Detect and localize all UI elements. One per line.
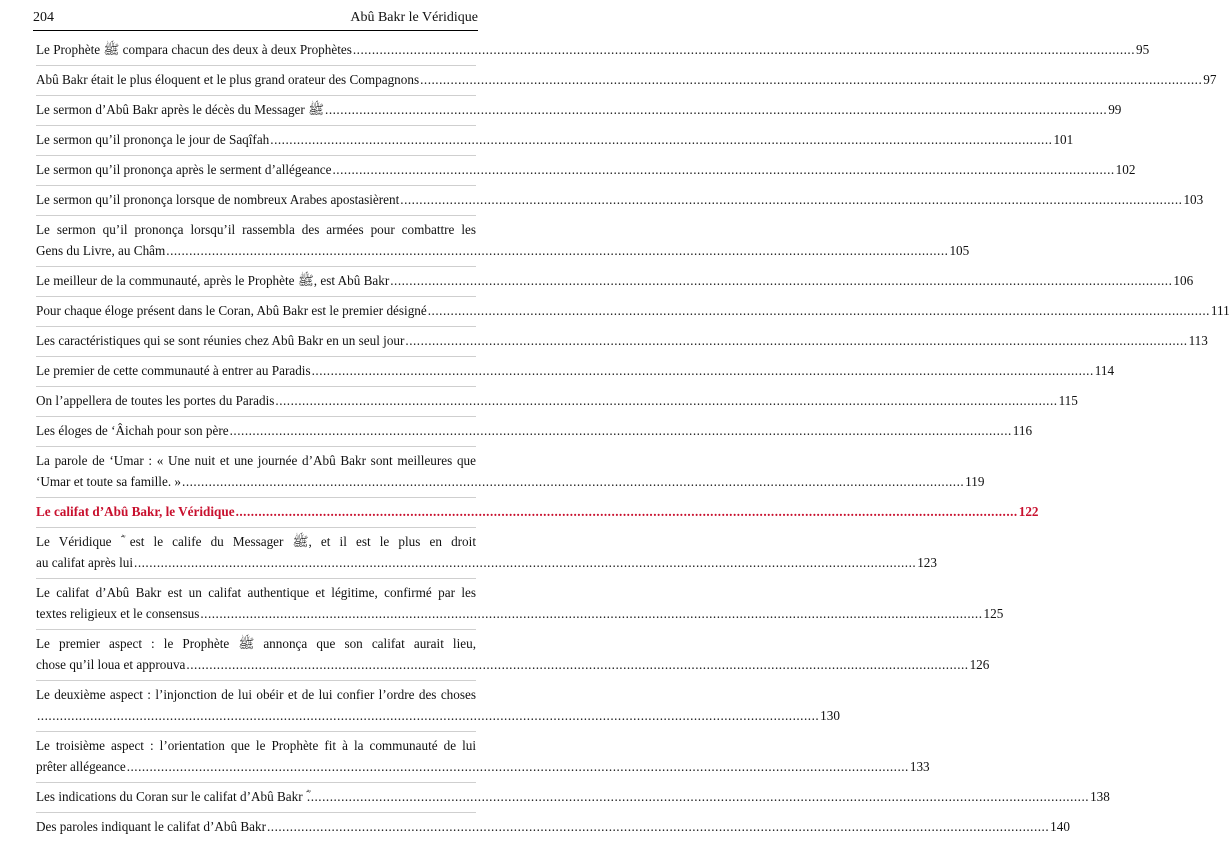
toc-entry-page: 126 xyxy=(969,657,990,672)
leader-dots xyxy=(236,501,1018,522)
toc-entry[interactable] xyxy=(36,297,1230,327)
toc-entry-title: Le sermon d’Abû Bakr après le décès du Messager ﷺ xyxy=(36,102,325,117)
header-rule xyxy=(33,30,478,31)
toc-entry-title: On l’appellera de toutes les portes du Paradis xyxy=(36,393,275,408)
page-number: 204 xyxy=(33,10,54,25)
toc-entry[interactable] xyxy=(36,447,985,498)
toc-entry[interactable] xyxy=(36,96,1122,126)
toc-entry-title: prêter allégeance xyxy=(36,759,126,774)
toc-entry-page: 111 xyxy=(1210,303,1230,318)
leader-dots xyxy=(186,654,968,675)
page-header xyxy=(33,8,478,28)
leader-dots xyxy=(230,420,1012,441)
toc-entry-page: 130 xyxy=(820,708,840,723)
toc-entry[interactable] xyxy=(36,327,1208,357)
toc-entry-page: 123 xyxy=(917,555,937,570)
toc-entry[interactable] xyxy=(36,267,1194,297)
toc-entry-page: 113 xyxy=(1188,333,1208,348)
leader-dots xyxy=(390,270,1172,291)
toc-entry-page: 99 xyxy=(1108,102,1122,117)
toc-entry-title: Les caractéristiques qui se sont réunies chez Abû Bakr en un seul jour xyxy=(36,333,405,348)
toc-entry[interactable] xyxy=(36,186,1204,216)
toc-entry[interactable] xyxy=(36,783,1110,813)
toc-entry-title: ‘Umar et toute sa famille. » xyxy=(36,474,182,489)
toc-entry[interactable] xyxy=(36,417,1033,447)
toc-entry-page: 101 xyxy=(1053,132,1074,147)
toc-entry-title-line1: Le califat d’Abû Bakr est un califat authentique et légitime, confirmé par les xyxy=(36,585,476,600)
toc-entry[interactable] xyxy=(36,732,930,783)
toc-entry-title-line1: La parole de ‘Umar : « Une nuit et une journée d’Abû Bakr sont meilleures que xyxy=(36,453,476,468)
toc-entry-page: 116 xyxy=(1012,423,1033,438)
leader-dots xyxy=(353,39,1135,60)
leader-dots xyxy=(400,189,1182,210)
leader-dots xyxy=(37,705,819,726)
toc-entry-title-line1: Le premier aspect : le Prophète ﷺ annonça que son califat aurait lieu, xyxy=(36,636,476,651)
leader-dots xyxy=(275,390,1057,411)
leader-dots xyxy=(200,603,982,624)
toc-entry-page: 114 xyxy=(1094,363,1115,378)
toc-entry-title: textes religieux et le consensus xyxy=(36,606,200,621)
toc-entry-page: 115 xyxy=(1058,393,1078,408)
toc-entry-title-line1: Le deuxième aspect : l’injonction de lui obéir et de lui confier l’ordre des choses xyxy=(36,687,476,702)
toc-entry[interactable] xyxy=(36,357,1115,387)
toc-entry-title: Le sermon qu’il prononça après le serment d’allégeance xyxy=(36,162,332,177)
leader-dots xyxy=(267,816,1049,837)
leader-dots xyxy=(405,330,1187,351)
section-page: 122 xyxy=(1018,504,1039,519)
leader-dots xyxy=(127,756,909,777)
toc-entry-title: au califat après lui xyxy=(36,555,134,570)
toc-entry-title: Des paroles indiquant le califat d’Abû Bakr xyxy=(36,819,266,834)
toc-entry-title: Le premier de cette communauté à entrer au Paradis xyxy=(36,363,311,378)
toc-entry-page: 133 xyxy=(909,759,930,774)
toc-entry-title: Les éloges de ‘Âichah pour son père xyxy=(36,423,229,438)
toc-entry-title: Le sermon qu’il prononça le jour de Saqîfah xyxy=(36,132,270,147)
toc-entry[interactable] xyxy=(36,813,1070,842)
toc-entry[interactable] xyxy=(36,681,840,732)
toc-entry[interactable] xyxy=(36,66,1217,96)
toc-entry-title: Le meilleur de la communauté, après le Prophète ﷺ, est Abû Bakr xyxy=(36,273,390,288)
toc-entry-page: 106 xyxy=(1173,273,1194,288)
toc-entry-title: Abû Bakr était le plus éloquent et le plus grand orateur des Compagnons xyxy=(36,72,420,87)
toc-entry-title: Les indications du Coran sur le califat d’Abû Bakr ؓ xyxy=(36,789,306,804)
toc-entry[interactable] xyxy=(36,126,1074,156)
toc-entry[interactable] xyxy=(36,630,990,681)
toc-entry-page: 103 xyxy=(1183,192,1204,207)
toc-entry-page: 138 xyxy=(1090,789,1110,804)
toc-entry-page: 119 xyxy=(965,474,985,489)
toc-entry[interactable] xyxy=(36,528,937,579)
toc-entry-page: 95 xyxy=(1136,42,1150,57)
leader-dots xyxy=(182,471,964,492)
leader-dots xyxy=(312,360,1094,381)
toc-entry[interactable] xyxy=(36,387,1078,417)
toc-entry-title: Le sermon qu’il prononça lorsque de nombreux Arabes apostasièrent xyxy=(36,192,400,207)
table-of-contents xyxy=(36,36,1230,842)
toc-entry-page: 105 xyxy=(949,243,970,258)
toc-entry-title-line1: Le Véridique ؓ est le calife du Messager ﷺ, et il est le plus en droit xyxy=(36,534,476,549)
leader-dots xyxy=(166,240,948,261)
toc-entry-title: chose qu’il loua et approuva xyxy=(36,657,186,672)
leader-dots xyxy=(333,159,1115,180)
section-title: Le califat d’Abû Bakr, le Véridique xyxy=(36,504,235,519)
toc-entry-title: Gens du Livre, au Châm xyxy=(36,243,166,258)
leader-dots xyxy=(420,69,1202,90)
leader-dots xyxy=(270,129,1052,150)
toc-entry-page: 125 xyxy=(983,606,1004,621)
toc-entry-title: Le Prophète ﷺ compara chacun des deux à deux Prophètes xyxy=(36,42,352,57)
toc-entry[interactable] xyxy=(36,156,1136,186)
toc-entry[interactable] xyxy=(36,216,970,267)
toc-entry-title: Pour chaque éloge présent dans le Coran, Abû Bakr est le premier désigné xyxy=(36,303,427,318)
running-title: Abû Bakr le Véridique xyxy=(350,10,478,25)
toc-entry-page: 102 xyxy=(1115,162,1136,177)
toc-entry-title-line1: Le troisième aspect : l’orientation que le Prophète fit à la communauté de lui xyxy=(36,738,476,753)
toc-section-heading[interactable] xyxy=(36,498,1039,528)
leader-dots xyxy=(325,99,1107,120)
toc-entry-page: 97 xyxy=(1203,72,1217,87)
toc-entry-page: 140 xyxy=(1050,819,1070,834)
leader-dots xyxy=(428,300,1210,321)
toc-entry[interactable] xyxy=(36,36,1150,66)
toc-entry-title-line1: Le sermon qu’il prononça lorsqu’il rassembla des armées pour combattre les xyxy=(36,222,476,237)
toc-entry[interactable] xyxy=(36,579,1004,630)
leader-dots xyxy=(307,786,1089,807)
leader-dots xyxy=(134,552,916,573)
